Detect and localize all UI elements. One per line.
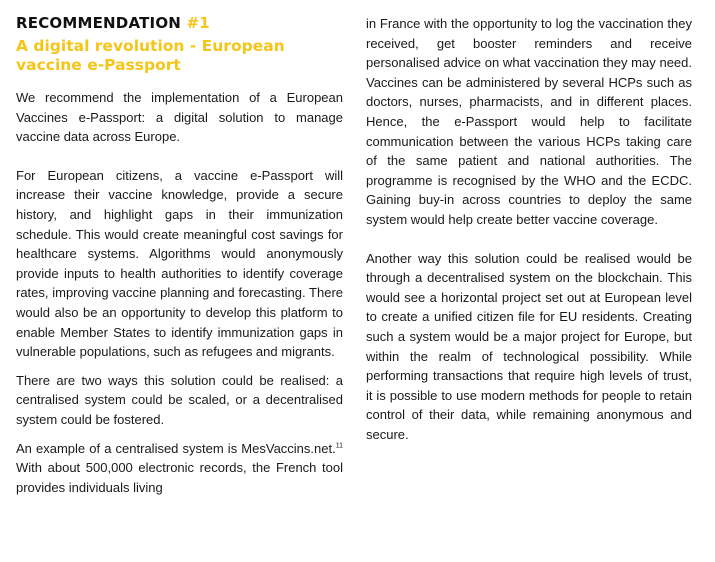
blockchain-paragraph: Another way this solution could be realised would be through a decentralised system on the blockchain. This would see a horizontal project set out at European level to create a unified citizen file for EU residents. Creating such a system would be a major project for Europe, but within the realm of technological possibility. While performing transactions that require high levels of trust, it is possible to use modern methods for people to retain control of their data, while remaining anonymous and secure. <box>366 250 692 442</box>
intro-paragraph: We recommend the implementation of a European Vaccines e-Passport: a digital solution to manage vaccine data across Europe. <box>16 90 343 145</box>
footnote-marker: 11 <box>335 442 343 450</box>
recommendation-subtitle: A digital revolution - European vaccine e-Passport <box>16 37 285 74</box>
two-ways-paragraph: There are two ways this solution could be realised: a centralised system could be scaled, or a decentralised system could be fostered. <box>16 372 343 427</box>
france-paragraph: in France with the opportunity to log the vaccination they received, get booster reminders and receive personalised advice on what vaccination they may need. Vaccines can be administered by several HCPs such as doctors, nurses, pharmacists, and in different places. Hence, the e-Passport would help to facilitate communication between the various HCPs taking care of the same patient and national authorities. The programme is recognised by the WHO and the ECDC. Gaining buy-in across countries to deploy the same system would help create better vaccine coverage. <box>366 16 692 227</box>
centralised-example-paragraph <box>16 439 343 498</box>
recommendation-label: RECOMMENDATION <box>16 14 182 32</box>
centralised-example-start: An example of a centralised system is MesVaccins.net. <box>16 440 336 456</box>
citizens-paragraph: For European citizens, a vaccine e-Passport will increase their vaccine knowledge, provide a secure history, and highlight gaps in their immunization schedule. This would create meaningful cost savings for healthcare systems. Algorithms would anonymously provide inputs to health authorities to identify coverage rates, improving vaccine planning and forecasting. There would also be an opportunity to develop this platform to enable Member States to identify immunization gaps in vulnerable populations, such as refugees and migrants. <box>16 167 343 360</box>
left-column <box>16 14 343 497</box>
right-column <box>366 14 692 444</box>
recommendation-heading <box>16 14 343 33</box>
recommendation-number: #1 <box>186 14 210 32</box>
centralised-example-end: With about 500,000 electronic records, the French tool provides individuals living <box>16 460 343 495</box>
